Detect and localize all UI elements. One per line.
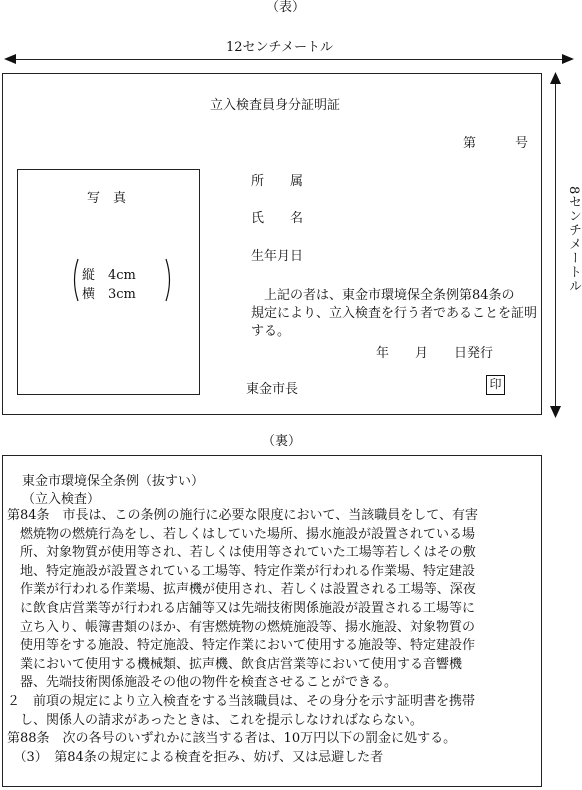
ordinance-line: 燃焼物の燃焼行為をし、若しくはしていた場所、揚水施設が設置されている場 bbox=[7, 526, 476, 542]
photo-label: 写 真 bbox=[87, 191, 127, 206]
ordinance-line: 第84条 市長は、この条例の施行に必要な限度において、当該職員をして、有害 bbox=[7, 508, 479, 523]
issue-date: 年 月 日発行 bbox=[376, 346, 494, 361]
width-dimension-line bbox=[8, 59, 570, 60]
left-paren-icon bbox=[70, 258, 80, 302]
arrow-up-icon bbox=[550, 72, 561, 84]
certification-line-2: 規定により、立入検査を行う者であることを証明 bbox=[251, 306, 538, 321]
arrow-right-icon bbox=[562, 54, 574, 64]
height-dimension-line bbox=[555, 76, 556, 414]
photo-height: 縦 4cm bbox=[82, 268, 136, 283]
ordinance-line: し、関係人の請求があったときは、これを提示しなければならない。 bbox=[7, 712, 423, 728]
ordinance-line: 所、対象物質が使用等され、若しくは使用等されていた工場等若しくはその敷 bbox=[7, 545, 476, 561]
ordinance-line: 立ち入り、帳簿書類のほか、有害燃焼物の燃焼施設等、揚水施設、対象物質の bbox=[7, 619, 476, 635]
certification-line-1: 上記の者は、東金市環境保全条例第84条の bbox=[251, 288, 515, 303]
ordinance-line: に飲食店営業等が行われる店舗等又は先端技術関係施設が設置される工場等に bbox=[7, 601, 476, 616]
photo-width: 横 3cm bbox=[82, 287, 136, 302]
ordinance-line: 第88条 次の各号のいずれかに該当する者は、10万円以下の罰金に処する。 bbox=[7, 731, 457, 747]
seal-stamp: 印 bbox=[486, 375, 505, 395]
ordinance-line: ２ 前項の規定により立入検査をする当該職員は、その身分を示す証明書を携帯 bbox=[7, 694, 476, 709]
front-side-label: （表） bbox=[266, 0, 306, 15]
back-side-label: （裏） bbox=[262, 434, 302, 449]
name-label: 氏 名 bbox=[251, 211, 304, 226]
birthdate-label: 生年月日 bbox=[251, 249, 304, 264]
affiliation-label: 所 属 bbox=[251, 174, 304, 189]
ordinance-line: 器、先端技術関係施設その他の物件を検査させることができる。 bbox=[7, 675, 398, 691]
ordinance-line: 作業が行われる作業場、拡声機が使用され、若しくは設置される工場等、深夜 bbox=[7, 582, 476, 598]
issuer: 東金市長 bbox=[246, 382, 299, 397]
height-label: 8センチメートル bbox=[566, 186, 581, 294]
width-label: 12センチメートル bbox=[224, 36, 335, 55]
ordinance-line: 業において使用する機械類、拡声機、飲食店営業等において使用する音響機 bbox=[7, 656, 463, 672]
ordinance-line: （3） 第84条の規定による検査を拒み、妨げ、又は忌避した者 bbox=[7, 749, 384, 765]
right-paren-icon bbox=[164, 258, 174, 302]
arrow-down-icon bbox=[550, 406, 561, 418]
arrow-left-icon bbox=[4, 54, 16, 64]
back-title: 東金市環境保全条例（抜すい） bbox=[22, 474, 205, 489]
ordinance-line: 地、特定施設が設置されている工場等、特定作業が行われる作業場、特定建設 bbox=[7, 563, 476, 579]
card-number: 第 号 bbox=[463, 136, 529, 151]
card-title: 立入検査員身分証明証 bbox=[210, 98, 341, 113]
certification-line-3: する。 bbox=[251, 324, 291, 339]
back-subtitle: （立入検査） bbox=[22, 492, 101, 507]
ordinance-line: 使用等をする施設、特定施設、特定作業において使用する施設等、特定建設作 bbox=[7, 638, 476, 654]
